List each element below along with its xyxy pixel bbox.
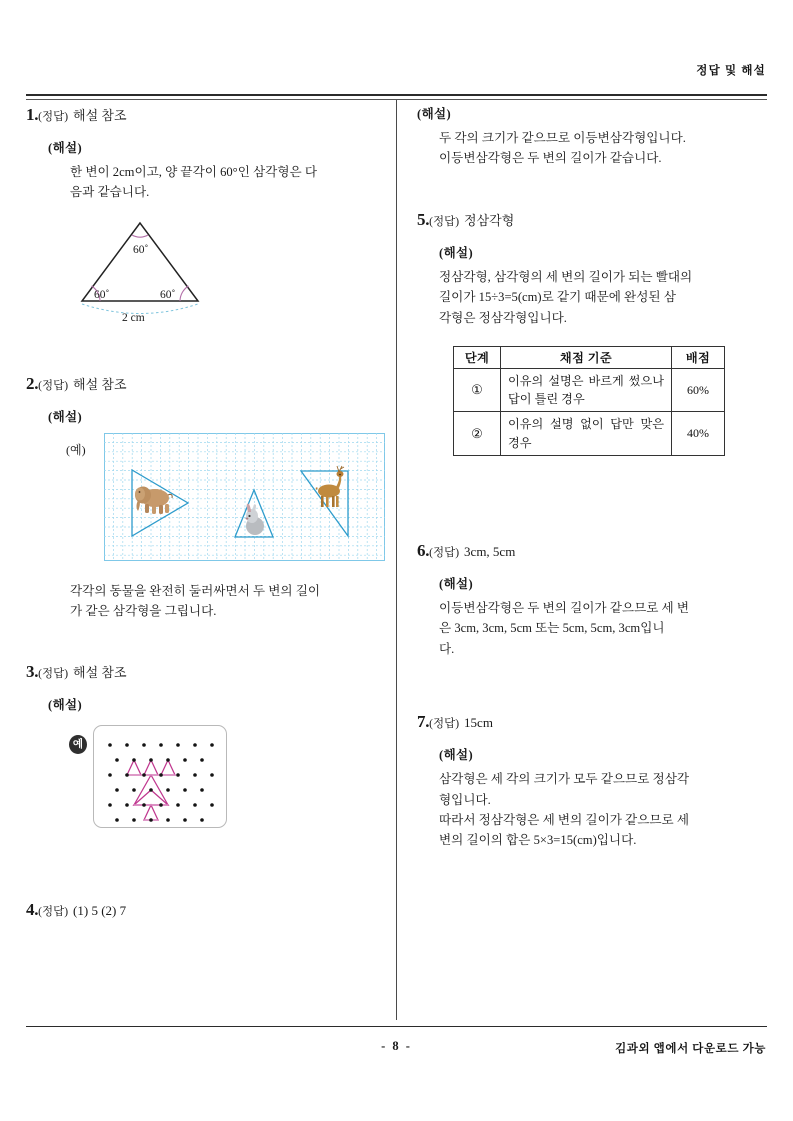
spacer-after-problem-1 xyxy=(26,333,384,373)
scoring-row-1-step: ① xyxy=(454,368,501,412)
scoring-table-head xyxy=(454,346,725,368)
dot-grid xyxy=(108,744,214,823)
scoring-row-2-points: 40% xyxy=(672,412,725,456)
carryover-solution-line-2: 이등변삼각형은 두 변의 길이가 같습니다. xyxy=(439,151,662,166)
problem-2-answer: 해설 참조 xyxy=(73,376,127,392)
page-number: - 8 - xyxy=(381,1039,412,1053)
carryover-solution-body xyxy=(439,128,729,169)
problem-6 xyxy=(417,540,775,659)
problem-4 xyxy=(26,899,384,922)
angle-label-left: 60˚ xyxy=(94,288,110,301)
problem-5-solution-line-3: 각형은 정삼각형입니다. xyxy=(439,310,567,325)
problem-3-head xyxy=(26,661,384,684)
problem-6-solution-line-2: 은 3cm, 3cm, 5cm 또는 5cm, 5cm, 3cm입니 xyxy=(439,621,665,636)
spacer-before-problem-6-extra xyxy=(417,518,775,540)
problem-7-head xyxy=(417,711,775,734)
footer-note: 김과외 앱에서 다운로드 가능 xyxy=(615,1043,766,1055)
base-length-label: 2 cm xyxy=(122,311,145,324)
problem-5-solution-body xyxy=(439,267,739,328)
equilateral-triangle-figure xyxy=(60,213,384,333)
problem-1-head xyxy=(26,104,384,127)
footer-rule xyxy=(26,1026,767,1027)
problem-1-number: 1. xyxy=(26,105,39,124)
problem-1 xyxy=(26,104,384,333)
spacer-before-problem-6 xyxy=(417,456,775,518)
problem-2-solution-label: (해설) xyxy=(48,409,83,424)
spacer-before-problem-7-extra xyxy=(417,699,775,711)
animal-grid-box xyxy=(104,433,385,566)
problem-7-solution-label: (해설) xyxy=(439,748,474,763)
angle-arc-right xyxy=(180,286,189,301)
spacer-after-problem-2 xyxy=(26,621,384,661)
angle-label-right: 60˚ xyxy=(160,288,176,301)
carryover-solution xyxy=(417,104,775,169)
example-badge: 예 xyxy=(69,735,87,754)
problem-2-solution-body xyxy=(70,581,360,622)
problem-6-answer: 3cm, 5cm xyxy=(464,544,516,560)
problem-2-head xyxy=(26,373,384,396)
answer-label: (정답) xyxy=(38,379,69,392)
scoring-header-criteria: 채점 기준 xyxy=(501,346,672,368)
carryover-solution-line-1: 두 각의 크기가 같으므로 이등변삼각형입니다. xyxy=(439,131,686,145)
problem-2 xyxy=(26,373,384,622)
problem-2-number: 2. xyxy=(26,373,39,393)
animal-grid-svg xyxy=(104,433,385,561)
answer-label: (정답) xyxy=(429,215,460,228)
problem-3-answer: 해설 참조 xyxy=(73,665,127,681)
problem-3 xyxy=(26,661,384,837)
dot-board-svg xyxy=(94,726,224,825)
problem-7-solution-line-2: 형입니다. xyxy=(439,792,491,807)
left-column xyxy=(26,104,384,922)
problem-6-number: 6. xyxy=(417,541,430,561)
answer-label: (정답) xyxy=(38,906,69,919)
right-column xyxy=(417,104,775,851)
problem-6-solution-body xyxy=(439,598,739,659)
example-label: (예) xyxy=(66,442,86,457)
column-divider xyxy=(396,100,397,1020)
problem-6-solution-line-1: 이등변삼각형은 두 변의 길이가 같으므로 세 변 xyxy=(439,601,690,616)
header-rule-thick xyxy=(26,94,767,96)
problem-7-answer: 15cm xyxy=(464,715,493,731)
scoring-table-header-row xyxy=(454,346,725,368)
scoring-row-1-criteria: 이유의 설명은 바르게 썼으나 답이 틀린 경우 xyxy=(501,368,672,412)
problem-5 xyxy=(417,209,775,456)
problem-6-solution-label: (해설) xyxy=(439,577,474,592)
scoring-row-2-criteria: 이유의 설명 없이 답만 맞은 경우 xyxy=(501,412,672,456)
problem-1-solution-line-2: 음과 같습니다. xyxy=(70,185,150,200)
problem-7-number: 7. xyxy=(417,712,430,732)
problem-5-solution-line-2: 길이가 15÷3=5(cm)로 같기 때문에 완성된 삼 xyxy=(439,290,676,305)
angle-arc-top xyxy=(132,235,148,237)
page-header-label: 정답 및 해설 xyxy=(696,65,766,77)
scoring-table-body xyxy=(454,368,725,455)
dot-board-figure xyxy=(66,725,384,837)
problem-6-head xyxy=(417,540,775,563)
problem-2-solution-line-2: 가 같은 삼각형을 그립니다. xyxy=(70,604,217,619)
problem-7-solution-line-1: 삼각형은 세 각의 크기가 모두 같으므로 정삼각 xyxy=(439,772,690,787)
problem-1-solution-body xyxy=(70,162,360,203)
problem-1-solution-label: (해설) xyxy=(48,140,83,155)
problem-7 xyxy=(417,711,775,851)
scoring-row-1-points: 60% xyxy=(672,368,725,412)
problem-7-solution-body xyxy=(439,769,739,851)
spacer-before-problem-7 xyxy=(417,659,775,699)
problem-7-solution-line-4: 변의 길이의 합은 5×3=15(cm)입니다. xyxy=(439,833,637,848)
problem-1-solution-line-1: 한 변이 2cm이고, 양 끝각이 60°인 삼각형은 다 xyxy=(70,164,317,179)
triangle-svg xyxy=(60,213,240,328)
answer-label: (정답) xyxy=(429,718,460,731)
answer-label: (정답) xyxy=(38,668,69,681)
answer-label: (정답) xyxy=(429,547,460,560)
problem-5-answer: 정삼각형 xyxy=(464,212,515,228)
problem-3-solution-label: (해설) xyxy=(48,698,83,713)
answer-label: (정답) xyxy=(38,111,69,123)
angle-label-top: 60˚ xyxy=(133,243,149,256)
carryover-solution-label: (해설) xyxy=(417,107,452,121)
scoring-row-2-step: ② xyxy=(454,412,501,456)
tree-horizontals xyxy=(127,775,175,820)
problem-4-head xyxy=(26,899,384,922)
spacer-after-problem-3 xyxy=(26,837,384,899)
problem-1-answer: 해설 참조 xyxy=(73,108,127,123)
problem-2-solution-line-1: 각각의 동물을 완전히 둘러싸면서 두 변의 길이 xyxy=(70,583,321,598)
problem-7-solution-line-3: 따라서 정삼각형은 세 변의 길이가 같으므로 세 xyxy=(439,812,690,827)
problem-4-number: 4. xyxy=(26,900,39,920)
problem-5-solution-line-1: 정삼각형, 삼각형의 세 변의 길이가 되는 빨대의 xyxy=(439,269,693,284)
scoring-header-step: 단계 xyxy=(454,346,501,368)
problem-5-number: 5. xyxy=(417,209,430,229)
scoring-table xyxy=(453,346,725,456)
spacer-before-problem-5 xyxy=(417,169,775,209)
dot-board-panel xyxy=(93,725,227,828)
problem-5-solution-label: (해설) xyxy=(439,245,474,260)
scoring-header-points: 배점 xyxy=(672,346,725,368)
problem-5-head xyxy=(417,209,775,232)
table-row xyxy=(454,412,725,456)
problem-3-number: 3. xyxy=(26,662,39,682)
table-row xyxy=(454,368,725,412)
problem-4-answer: (1) 5 (2) 7 xyxy=(73,903,127,919)
problem-6-solution-line-3: 다. xyxy=(439,641,455,656)
animal-grid-figure xyxy=(66,433,384,565)
